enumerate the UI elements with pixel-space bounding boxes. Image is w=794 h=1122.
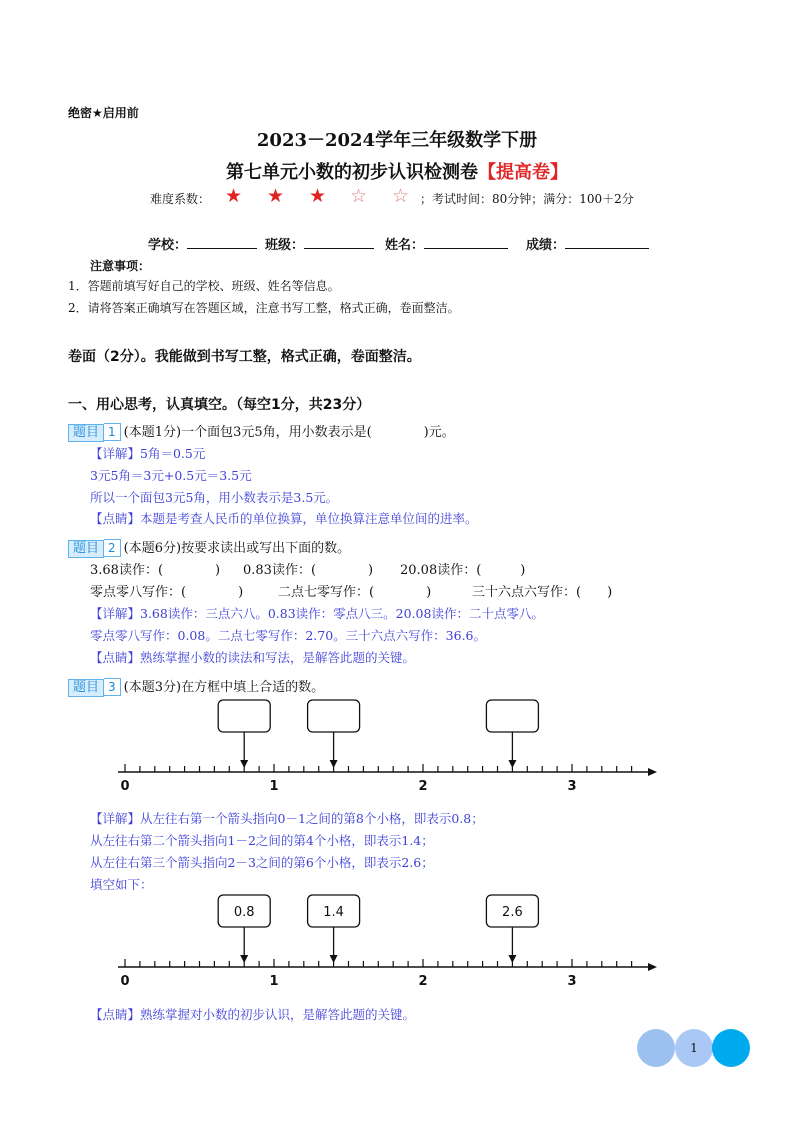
q2-blank[interactable]: 20.08读作：( ) [400,563,526,578]
answer-value: 2.6 [502,905,523,920]
question-tag: 题目 [68,540,104,558]
star-filled-icon: ★ [309,185,327,207]
question-1 [68,421,455,442]
axis-arrowhead [648,768,657,776]
exam-unit-title: 第七单元小数的初步认识检测卷 [226,162,478,183]
difficulty-label: 难度系数： [150,192,211,206]
question-tag: 题目 [68,679,104,697]
pointer-arrowhead [240,760,248,768]
question-number: 1 [104,423,121,441]
q3-detail-line: 从左往右第二个箭头指向1－2之间的第4个小格，即表示1.4； [90,833,434,848]
exam-level-tag: 【提高卷】 [478,162,568,183]
number-line-blank [0,690,794,800]
answer-box [308,700,360,732]
axis-tick-label: 3 [567,974,577,989]
axis-tick-label: 0 [120,974,130,989]
confidential-label: 绝密★启用前 [68,106,139,120]
pointer-arrowhead [508,955,516,963]
q2-blank[interactable]: 三十六点六写作：( ) [472,585,613,600]
pointer-arrowhead [240,955,248,963]
q2-blank[interactable]: 二点七零写作：( ) [278,585,432,600]
q2-detail-line: 零点零八写作：0.08。二点七零写作：2.70。三十六点六写作：36.6。 [90,628,486,643]
exam-time-score: ；考试时间：80分钟；满分：100＋2分 [420,192,634,206]
question-2 [68,537,350,558]
q3-insight: 【点睛】熟练掌握对小数的初步认识，是解答此题的关键。 [90,1007,416,1022]
pointer-arrowhead [330,955,338,963]
axis-tick-label: 1 [269,779,279,794]
exam-title-line2 [0,158,794,184]
q1-detail-line: 【详解】5角＝0.5元 [90,446,206,461]
number-line-answer [0,885,794,995]
page-number: 1 [675,1029,713,1067]
q2-blank[interactable]: 0.83读作：( ) [243,563,374,578]
q2-insight: 【点睛】熟练掌握小数的读法和写法，是解答此题的关键。 [90,650,416,665]
answer-value: 0.8 [233,905,255,920]
question-number: 2 [104,539,121,557]
q1-insight: 【点睛】本题是考查人民币的单位换算，单位换算注意单位间的进率。 [90,511,478,526]
school-label: 学校： [148,238,188,253]
score-field[interactable] [526,234,649,253]
axis-tick-label: 1 [269,974,279,989]
school-field[interactable] [148,234,257,253]
q2-blank[interactable]: 3.68读作：( ) [90,563,221,578]
pointer-arrowhead [508,760,516,768]
score-label: 成绩： [526,238,566,253]
exam-title-line1: 2023－2024学年三年级数学下册 [256,130,538,151]
question-text: (本题3分)在方框中填上合适的数。 [123,680,325,695]
page-circle-decor [637,1029,675,1067]
name-field[interactable] [385,234,508,253]
axis-tick-label: 2 [418,974,428,989]
q3-detail-line: 从左往右第三个箭头指向2－3之间的第6个小格，即表示2.6； [90,855,434,870]
section-1-heading: 一、用心思考，认真填空。（每空1分，共23分） [68,397,371,413]
page-neatness-score: 卷面（2分）。我能做到书写工整，格式正确，卷面整洁。 [68,349,421,365]
q2-detail-line: 【详解】3.68读作：三点六八。0.83读作：零点八三。20.08读作：二十点零八。 [90,606,544,621]
axis-tick-label: 0 [120,779,130,794]
notes-title: 注意事项： [90,259,151,273]
answer-value: 1.4 [323,905,344,920]
answer-box [486,700,538,732]
q1-detail-line: 所以一个面包3元5角，用小数表示是3.5元。 [90,490,339,505]
q3-detail-line: 【详解】从左往右第一个箭头指向0－1之间的第8个小格，即表示0.8； [90,811,484,826]
name-label: 姓名： [385,238,425,253]
axis-tick-label: 2 [418,779,428,794]
question-text: (本题1分)一个面包3元5角，用小数表示是( )元。 [123,425,455,440]
question-text: (本题6分)按要求读出或写出下面的数。 [123,541,351,556]
note-item: 1．答题前填写好自己的学校、班级、姓名等信息。 [68,279,340,293]
pointer-arrowhead [330,760,338,768]
axis-arrowhead [648,963,657,971]
star-filled-icon: ★ [267,185,285,207]
star-filled-icon: ★ [225,185,243,207]
page-circle-decor [712,1029,750,1067]
axis-tick-label: 3 [567,779,577,794]
class-field[interactable] [265,234,374,253]
q2-blank[interactable]: 零点零八写作：( ) [90,585,244,600]
star-empty-icon: ☆ [392,185,410,207]
star-empty-icon: ☆ [350,185,368,207]
question-number: 3 [104,678,121,696]
class-label: 班级： [265,238,305,253]
answer-box [218,700,270,732]
q3-detail-line: 填空如下： [90,877,153,892]
note-item: 2．请将答案正确填写在答题区域，注意书写工整，格式正确，卷面整洁。 [68,301,460,315]
question-tag: 题目 [68,424,104,442]
q1-detail-line: 3元5角＝3元+0.5元＝3.5元 [90,468,252,483]
